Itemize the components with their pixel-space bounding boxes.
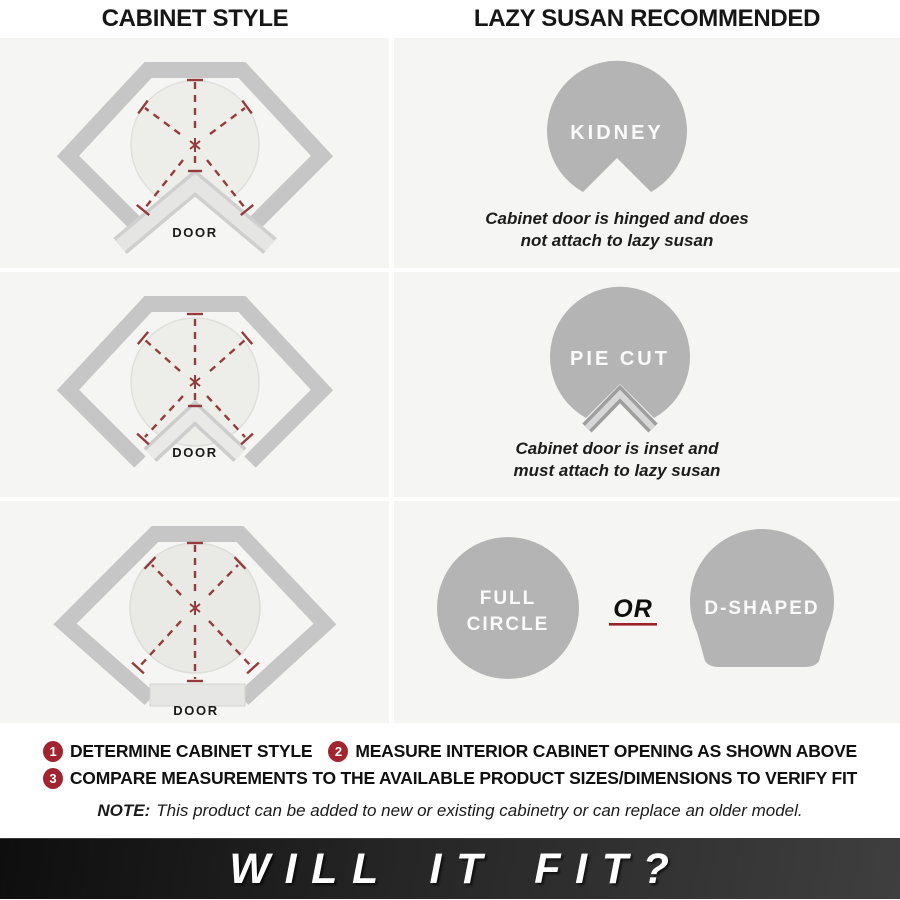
cabinet-diagram-flat-door — [0, 501, 389, 723]
will-it-fit-banner — [0, 838, 900, 899]
cell-recommended-full-or-d — [394, 501, 900, 723]
step-3-text: COMPARE MEASUREMENTS TO THE AVAILABLE PRODUCT SIZES/DIMENSIONS TO VERIFY FIT — [69, 768, 858, 788]
cabinet-diagram-inset-door — [0, 272, 389, 497]
header-cabinet-style: CABINET STYLE — [101, 5, 289, 32]
d-shaped-label: D-SHAPED — [704, 598, 820, 619]
kidney-caption: Cabinet door is hinged and does not attach to lazy susan — [485, 209, 749, 250]
note-label: NOTE: — [97, 801, 151, 820]
door-label: DOOR — [172, 225, 218, 240]
pie-cut-caption: Cabinet door is inset and must attach to lazy susan — [513, 439, 721, 480]
cell-recommended-pie-cut — [394, 272, 900, 497]
cell-cabinet-style-full — [0, 501, 389, 723]
or-underline — [609, 623, 657, 626]
step-1-badge: 1 — [43, 741, 63, 762]
step-2-badge: 2 — [328, 741, 348, 762]
step-2-text: MEASURE INTERIOR CABINET OPENING AS SHOWN ABOVE — [355, 741, 858, 761]
full-circle-or-d-shaped-illustration — [394, 501, 900, 723]
steps-line-1 — [0, 741, 900, 762]
note-text: This product can be added to new or existing cabinetry or can replace an older model. — [156, 801, 803, 820]
cell-cabinet-style-pie-cut — [0, 272, 389, 497]
note-line — [0, 801, 900, 821]
full-circle-label-line2: CIRCLE — [466, 614, 550, 635]
cell-cabinet-style-kidney — [0, 38, 389, 268]
header-lazy-susan-recommended: LAZY SUSAN RECOMMENDED — [473, 5, 821, 32]
steps-line-2 — [0, 768, 900, 789]
door-label: DOOR — [172, 445, 218, 460]
banner-title: WILL IT FIT? — [229, 844, 684, 893]
cell-recommended-kidney — [394, 38, 900, 268]
kidney-label: KIDNEY — [570, 122, 664, 144]
step-3-badge: 3 — [43, 768, 63, 789]
full-circle-label-line1: FULL — [479, 588, 537, 609]
cabinet-diagram-hinged-door — [0, 38, 389, 268]
step-1-text: DETERMINE CABINET STYLE — [69, 741, 313, 761]
or-label: OR — [613, 595, 653, 623]
pie-cut-label: PIE CUT — [570, 348, 670, 370]
door-label: DOOR — [173, 703, 219, 718]
